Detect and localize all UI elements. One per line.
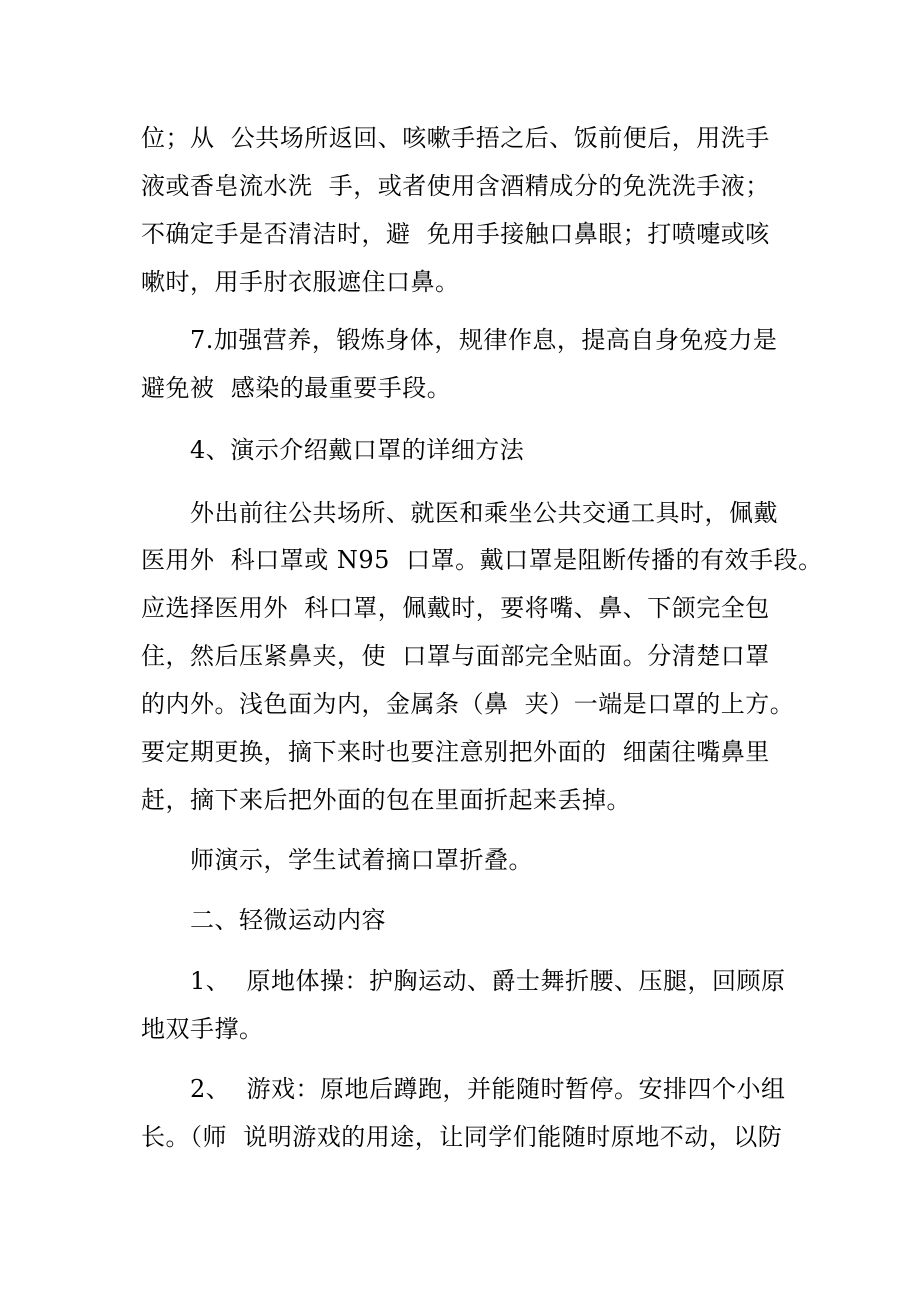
text-line: 2、 游戏：原地后蹲跑，并能随时暂停。安排四个小组 <box>190 1075 786 1103</box>
text-line: 应选择医用外 科口罩，佩戴时，要将嘴、鼻、下颌完全包 <box>141 594 770 622</box>
text-line: 嗽时，用手肘衣服遮住口鼻。 <box>141 268 460 296</box>
text-line: 液或香皂流水洗 手，或者使用含酒精成分的免洗洗手液； <box>141 172 770 200</box>
text-line: 位；从 公共场所返回、咳嗽手捂之后、饭前便后，用洗手 <box>141 124 770 152</box>
text-line: 要定期更换，摘下来时也要注意别把外面的 细菌往嘴鼻里 <box>141 738 770 766</box>
text-line: 的内外。浅色面为内，金属条（鼻 夹）一端是口罩的上方。 <box>141 690 795 718</box>
text-line: 赶，摘下来后把外面的包在里面折起来丢掉。 <box>141 786 631 814</box>
text-line: 住，然后压紧鼻夹，使 口罩与面部完全贴面。分清楚口罩 <box>141 642 770 670</box>
text-line: 师演示，学生试着摘口罩折叠。 <box>190 846 533 874</box>
section-heading: 二、轻微运动内容 <box>190 906 386 934</box>
text-line: 7.加强营养，锻炼身体，规律作息，提高自身免疫力是 <box>190 326 778 354</box>
text-line: 地双手撑。 <box>141 1015 264 1043</box>
text-line: 不确定手是否清洁时，避 免用手接触口鼻眼；打喷嚏或咳 <box>141 220 770 248</box>
text-line: 避免被 感染的最重要手段。 <box>141 374 452 402</box>
section-heading: 4、演示介绍戴口罩的详细方法 <box>190 436 525 464</box>
text-line: 医用外 科口罩或 N95 口罩。戴口罩是阻断传播的有效手段。 <box>141 546 823 574</box>
text-line: 外出前往公共场所、就医和乘坐公共交通工具时，佩戴 <box>190 499 778 527</box>
text-line: 1、 原地体操：护胸运动、爵士舞折腰、压腿，回顾原 <box>190 967 786 995</box>
text-line: 长。（师 说明游戏的用途，让同学们能随时原地不动，以防 <box>141 1123 783 1151</box>
